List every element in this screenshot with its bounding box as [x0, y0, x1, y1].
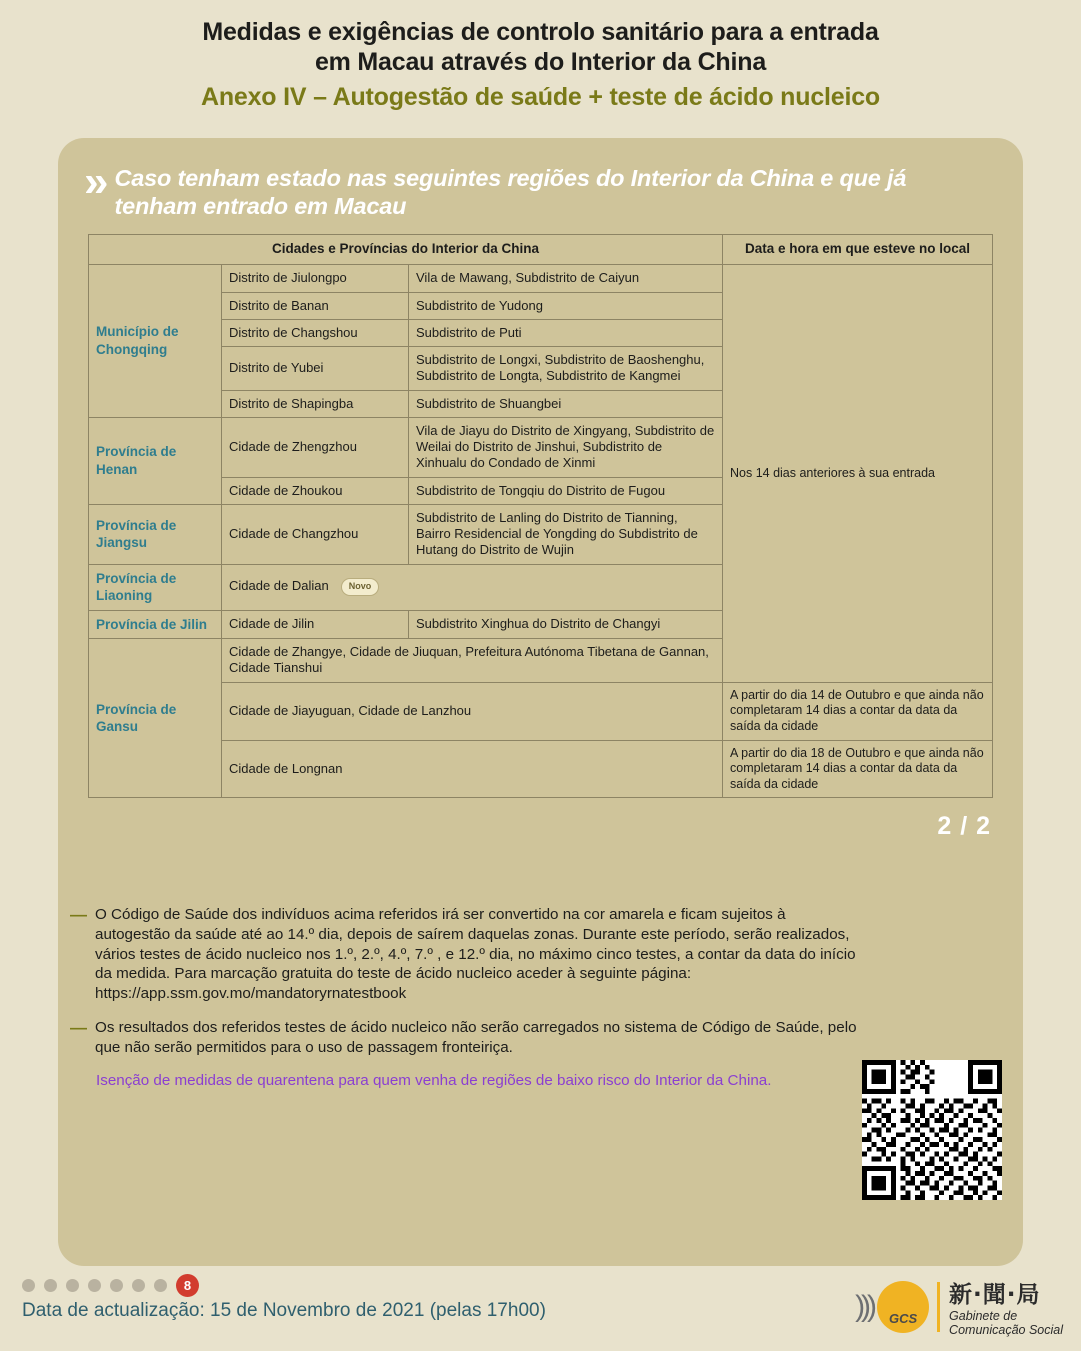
notes-section [70, 905, 860, 1091]
region-chongqing: Município de Chongqing [89, 265, 222, 418]
cell-city: Cidade de Zhengzhou [222, 417, 409, 477]
note-text-2: Os resultados dos referidos testes de ácido nucleico não serão carregados no sistema de Código de Saúde, pelo que não serão permitidos para o uso de passagem fronteiriça. [95, 1018, 857, 1056]
header-when: Data e hora em que esteve no local [723, 235, 993, 265]
double-chevron-icon: » [84, 157, 103, 206]
page-title-line1: Medidas e exigências de controlo sanitário para a entrada [202, 18, 879, 46]
logo-portuguese-name [949, 1309, 1063, 1338]
page-dot[interactable] [22, 1279, 35, 1292]
note-item [70, 905, 860, 1004]
page-dot-active[interactable]: 8 [176, 1274, 199, 1297]
cell-subdistrict: Subdistrito de Yudong [409, 292, 723, 319]
logo-text [949, 1276, 1063, 1338]
regions-table-wrapper [58, 220, 1023, 798]
note-item [70, 1018, 860, 1058]
logo-divider [937, 1282, 940, 1332]
card-heading-text: Caso tenham estado nas seguintes regiões do Interior da China e que já tenham entrado em Macau [114, 165, 907, 220]
page-dot[interactable] [66, 1279, 79, 1292]
cell-city: Cidade de Jilin [222, 610, 409, 639]
cell-cities: Cidade de Jiayuguan, Cidade de Lanzhou [222, 682, 723, 740]
logo-circle-icon [877, 1281, 929, 1333]
table-row [89, 265, 993, 292]
logo-chinese-name: 新·聞·局 [949, 1282, 1041, 1308]
novo-badge: Novo [341, 578, 380, 595]
gcs-logo [855, 1276, 1063, 1338]
logo-acronym: GCS [888, 1310, 918, 1326]
page-title [40, 18, 1041, 77]
cell-cities: Cidade de Zhangye, Cidade de Jiuquan, Prefeitura Autónoma Tibetana de Gannan, Cidade Tianshui [222, 639, 723, 683]
update-date: Data de actualização: 15 de Novembro de 2021 (pelas 17h00) [22, 1300, 546, 1321]
logo-pt-line1: Gabinete de [949, 1309, 1018, 1323]
sound-waves-icon: ))) [855, 1289, 874, 1323]
cell-district: Distrito de Yubei [222, 347, 409, 391]
page-dot[interactable] [132, 1279, 145, 1292]
highlight-note: Isenção de medidas de quarentena para quem venha de regiões de baixo risco do Interior da China. [96, 1072, 772, 1090]
cell-city: Cidade de Zhoukou [222, 477, 409, 504]
cell-district: Distrito de Banan [222, 292, 409, 319]
page-title-line2: em Macau através do Interior da China [314, 47, 767, 76]
page-dot[interactable] [154, 1279, 167, 1292]
page-footer [0, 1266, 1081, 1351]
cell-city: Cidade de Changzhou [222, 504, 409, 564]
region-liaoning: Província de Liaoning [89, 564, 222, 610]
qr-code [862, 1060, 1002, 1200]
dash-bullet-icon: — [70, 905, 87, 924]
cell-cities: Cidade de Longnan [222, 740, 723, 798]
page-subtitle: Anexo IV – Autogestão de saúde + teste de ácido nucleico [200, 83, 881, 111]
page-dot[interactable] [44, 1279, 57, 1292]
page-number: 2 / 2 [937, 812, 991, 841]
region-gansu: Província de Gansu [89, 639, 222, 798]
region-jiangsu: Província de Jiangsu [89, 504, 222, 564]
table-row [89, 682, 993, 740]
cell-district: Distrito de Shapingba [222, 390, 409, 417]
table-header-row [89, 235, 993, 265]
dash-bullet-icon: — [70, 1017, 87, 1037]
cell-subdistrict: Subdistrito de Shuangbei [409, 390, 723, 417]
cell-city-label: Cidade de Dalian [229, 578, 329, 594]
card-heading [58, 138, 1023, 220]
cell-district: Distrito de Changshou [222, 319, 409, 346]
region-henan: Província de Henan [89, 417, 222, 504]
page-dot[interactable] [88, 1279, 101, 1292]
page-indicator-dots [22, 1274, 199, 1297]
cell-subdistrict: Subdistrito de Tongqiu do Distrito de Fugou [409, 477, 723, 504]
cell-subdistrict: Vila de Mawang, Subdistrito de Caiyun [409, 265, 723, 292]
page-dot[interactable] [110, 1279, 123, 1292]
when-jiayuguan: A partir do dia 14 de Outubro e que ainda não completaram 14 dias a contar da data da saída da cidade [723, 682, 993, 740]
region-jilin: Província de Jilin [89, 610, 222, 639]
cell-district: Distrito de Jiulongpo [222, 265, 409, 292]
when-main: Nos 14 dias anteriores à sua entrada [723, 265, 993, 682]
cell-subdistrict: Subdistrito de Lanling do Distrito de Tianning, Bairro Residencial de Yongding do Subdistrito de Hutang do Distrito de Wujin [409, 504, 723, 564]
cell-subdistrict: Vila de Jiayu do Distrito de Xingyang, Subdistrito de Weilai do Distrito de Jinshui, Subdistrito de Xinhualu do Condado de Xinmi [409, 417, 723, 477]
when-longnan: A partir do dia 18 de Outubro e que ainda não completaram 14 dias a contar da data da saída da cidade [723, 740, 993, 798]
cell-subdistrict: Subdistrito de Puti [409, 319, 723, 346]
cell-city-dalian [222, 564, 723, 610]
cell-subdistrict: Subdistrito de Longxi, Subdistrito de Baoshenghu, Subdistrito de Longta, Subdistrito de Kangmei [409, 347, 723, 391]
cell-subdistrict: Subdistrito Xinghua do Distrito de Changyi [409, 610, 723, 639]
page-header [0, 0, 1081, 118]
header-cities: Cidades e Províncias do Interior da China [89, 235, 723, 265]
regions-table [88, 234, 993, 798]
table-row [89, 740, 993, 798]
logo-pt-line2: Comunicação Social [949, 1323, 1063, 1338]
note-text-1: O Código de Saúde dos indivíduos acima referidos irá ser convertido na cor amarela e ficam sujeitos à autogestão da saúde até ao 14.º dia, depois de saírem daquelas zonas. Durante este período, serão realizados, vários testes de ácido nucleico nos 1.º, 2.º, 4.º, 7.º , e 12.º dia, no máximo cinco testes, a contar da data do início da medida. Para marcação gratuita do teste de ácido nucleico aceder à seguinte página: https://app.ssm.gov.mo/mandatoryrnatestbook [95, 906, 856, 1002]
